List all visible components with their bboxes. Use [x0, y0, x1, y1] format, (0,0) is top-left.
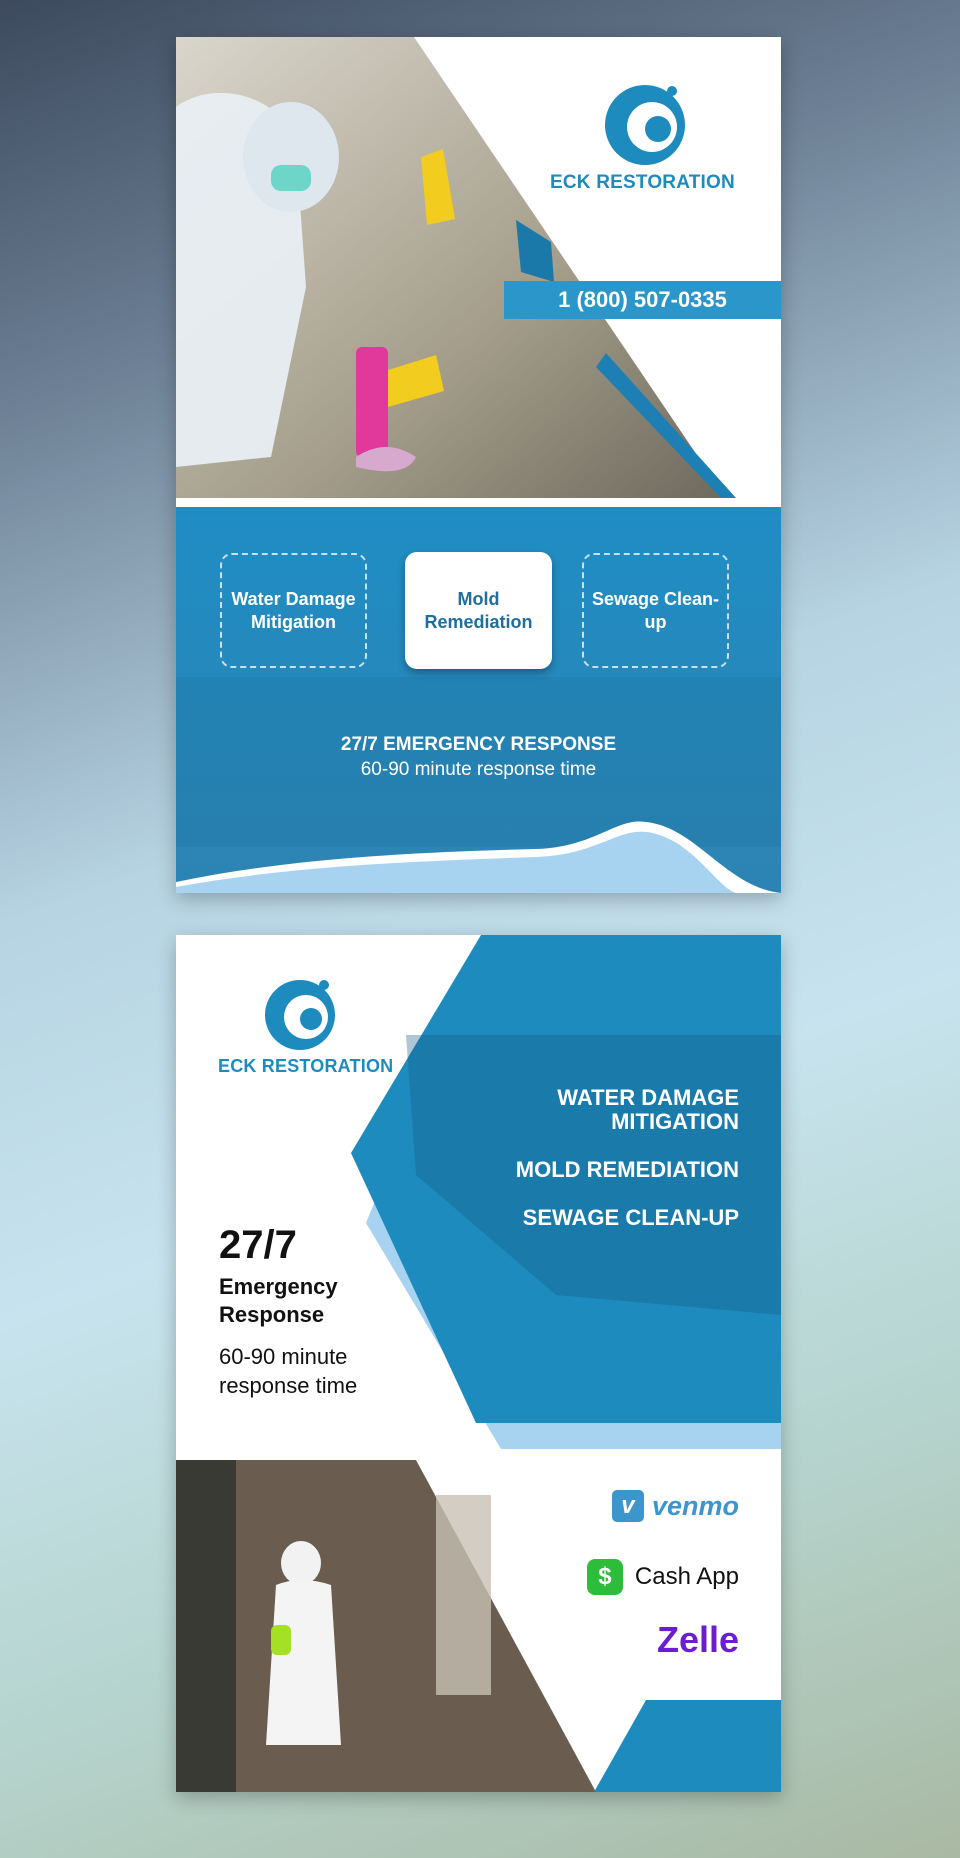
payment-zelle	[657, 1619, 739, 1661]
cashapp-icon: $	[587, 1559, 623, 1595]
brand-name: ECK RESTORATION	[550, 172, 735, 193]
response-line2: response time	[219, 1373, 358, 1398]
service-mold-remediation: MOLD REMEDIATION	[515, 1157, 739, 1182]
response-time: 60-90 minute response time	[360, 759, 597, 780]
service-mold-remediation[interactable]: Mold Remediation	[405, 552, 552, 669]
emergency-title: 27/7 EMERGENCY RESPONSE	[340, 734, 617, 755]
phone-number[interactable]: 1 (800) 507-0335	[504, 281, 781, 319]
response-time	[219, 1342, 357, 1400]
photo-disinfection-worker	[176, 1460, 596, 1792]
venmo-label: venmo	[651, 1490, 739, 1521]
emergency-label	[219, 1273, 338, 1329]
hours-badge: 27/7	[219, 1223, 297, 1267]
cashapp-label: Cash App	[634, 1563, 739, 1590]
emergency-line1: Emergency	[219, 1274, 338, 1299]
wave-logo-icon	[605, 85, 685, 165]
payment-cashapp	[587, 1559, 739, 1595]
zelle-label: Zelle	[656, 1619, 739, 1660]
service-water-damage-line1: WATER DAMAGE	[557, 1085, 739, 1110]
payment-venmo	[612, 1490, 739, 1522]
service-sewage-cleanup: SEWAGE CLEAN-UP	[522, 1205, 739, 1230]
brand-name: ECK RESTORATION	[218, 1056, 394, 1076]
venmo-icon: v	[612, 1490, 644, 1522]
emergency-line2: Response	[219, 1302, 325, 1327]
flyer-top	[176, 37, 781, 893]
response-line1: 60-90 minute	[219, 1344, 348, 1369]
flyer-bottom	[176, 935, 781, 1792]
wave-logo-icon	[265, 980, 335, 1050]
service-water-damage[interactable]: Water Damage Mitigation	[220, 553, 367, 668]
service-water-damage-line2: MITIGATION	[611, 1109, 739, 1134]
service-sewage-cleanup[interactable]: Sewage Clean-up	[582, 553, 729, 668]
